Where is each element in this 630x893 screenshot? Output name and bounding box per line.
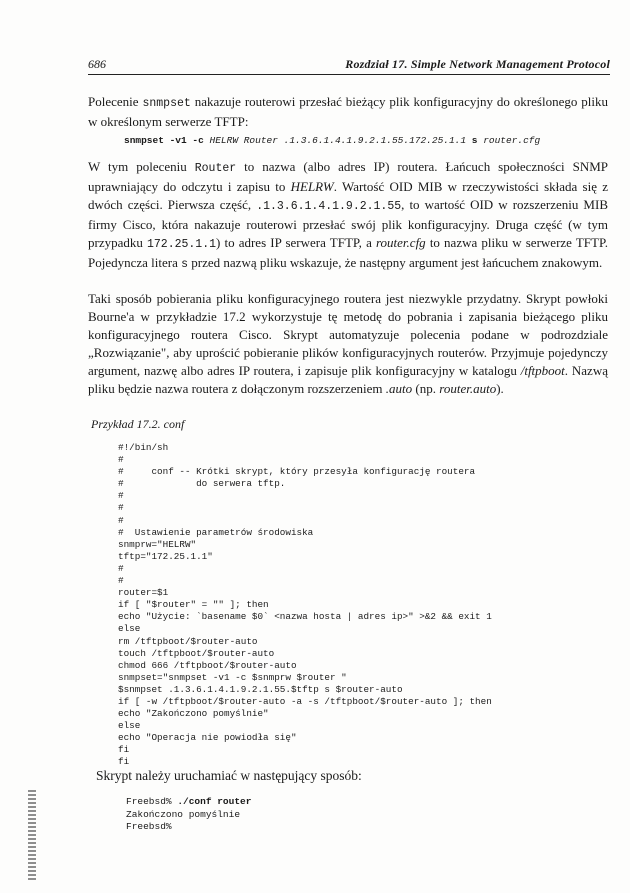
command-example (124, 135, 540, 146)
emphasis: router.auto (439, 381, 497, 396)
scan-margin-artifact (28, 790, 36, 880)
shell-prompt: Freebsd% (126, 796, 178, 807)
paragraph-script-description (88, 290, 608, 398)
paragraph-command-explanation (88, 158, 608, 274)
terminal-session (126, 796, 251, 834)
shell-command: ./conf router (177, 796, 252, 807)
inline-code: .1.3.6.1.4.1.9.2.1.55 (256, 200, 402, 213)
page-number: 686 (88, 57, 106, 71)
text-run: nakazuje routerowi przesłać bieżący plik konfiguracyjny do określonego pliku w określonym serwerze TFTP: (88, 94, 608, 129)
emphasis: HELRW (290, 179, 334, 194)
inline-code: 172.25.1.1 (147, 238, 217, 251)
code-listing: #!/bin/sh # # conf -- Krótki skrypt, który przesyła konfigurację routera # do serwera tftp. # # # # Ustawienie parametrów środowiska snmprw="HELRW" tftp="172.25.1.1" # # router=$1 if [ "$router" = "" ]; then echo "Użycie: `basename $0` <nazwa hosta | adres ip>" >&2 && exit 1 else rm /tftpboot/$router-auto touch /tftpboot/$router-auto chmod 666 /tftpboot/$router-auto snmpset="snmpset -v1 -c $snmprw $router " $snmpset .1.3.6.1.4.1.9.2.1.55.$tftp s $router-auto if [ -w /tftpboot/$router-auto -a -s /tftpboot/$router-auto ]; then echo "Zakończono pomyślnie" else echo "Operacja nie powiodła się" fi fi (118, 442, 492, 768)
command-name: snmpset -v1 -c (124, 135, 210, 146)
command-router: Router (238, 135, 278, 146)
paragraph-run-instructions: Skrypt należy uruchamiać w następujący sposób: (96, 768, 362, 783)
text-run: ). (496, 381, 504, 396)
text-run: to nazwa pliku w serwerze TFTP. Pojedyncza litera (88, 235, 608, 270)
inline-code: s (181, 258, 189, 271)
text-run: . Wartość OID MIB w rzeczywistości składa się z dwóch części. Pierwsza część, (88, 179, 608, 212)
paragraph-snmpset-intro (88, 93, 608, 131)
text-run: W tym poleceniu (88, 159, 195, 174)
text-run: przed nazwą pliku wskazuje, że następny argument jest łańcuchem znakowym. (188, 255, 603, 270)
inline-code: Router (194, 162, 237, 175)
text-run: . Nazwą pliku będzie nazwa routera z dołączonym rozszerzeniem (88, 363, 608, 396)
command-s-flag: s (466, 135, 478, 146)
text-run: , to wartość OID w rozszerzeniu MIB firmy Cisco, która nakazuje routerowi przesłać swój plik konfiguracyjny. Druga część (w tym przypadku (88, 197, 608, 250)
example-caption: Przykład 17.2. conf (91, 417, 185, 431)
running-header (88, 56, 610, 75)
command-oid: .1.3.6.1.4.1.9.2.1.55.172.25.1.1 (277, 135, 467, 146)
shell-prompt: Freebsd% (126, 821, 172, 832)
shell-output: Zakończono pomyślnie (126, 808, 241, 820)
command-community: HELRW (209, 135, 239, 146)
chapter-title: Rozdział 17. Simple Network Management Protocol (345, 57, 610, 71)
text-run: ) to adres IP serwera TFTP, a (216, 235, 376, 250)
emphasis: router.cfg (375, 235, 426, 250)
text-run: (np. (412, 381, 440, 396)
command-file: router.cfg (477, 135, 541, 146)
text-run: Polecenie (88, 94, 143, 109)
inline-code: snmpset (142, 97, 191, 110)
text-run: Taki sposób pobierania pliku konfiguracyjnego routera jest niezwykle przydatny. Skrypt powłoki Bourne'a w przykładzie 17.2 wykorzystuje tę metodę do pobrania i zapisania bieżącego pliku konfiguracyjnego routera Cisco. Skrypt automatyzuje polecenia podane w podrozdziale „Rozwiązanie", aby uprościć pobieranie plików konfiguracyjnych routerów. Przyjmuje pojedynczy argument, nazwę albo adres IP routera, i zapisuje plik konfiguracyjny w katalogu (88, 291, 608, 378)
text-run: to nazwa (albo adres IP) routera. Łańcuch społeczności SNMP uprawniający do odczytu i zapisu to (88, 159, 608, 194)
emphasis: /tftpboot (520, 363, 565, 378)
emphasis: .auto (385, 381, 413, 396)
